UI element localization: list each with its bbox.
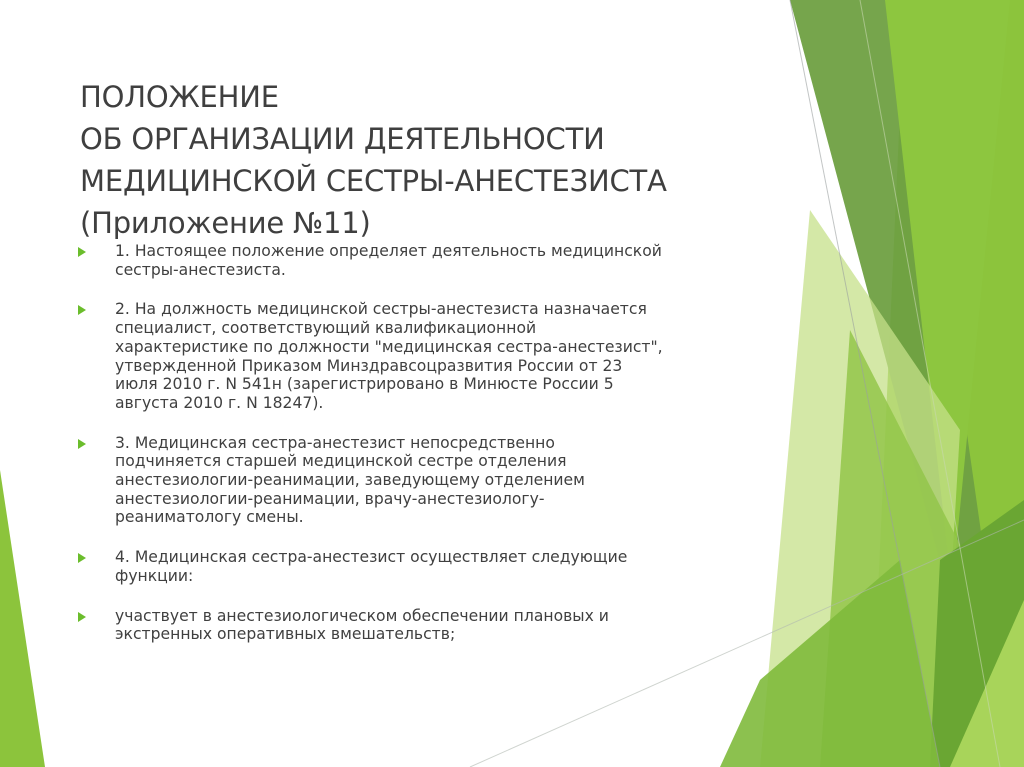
list-item — [78, 434, 778, 528]
title-line-3: МЕДИЦИНСКОЙ СЕСТРЫ-АНЕСТЕЗИСТА — [80, 164, 667, 198]
slide-title — [80, 76, 780, 244]
list-item-line: экстренных оперативных вмешательств; — [115, 625, 456, 644]
list-item-line: 2. На должность медицинской сестры-анестезиста назначается — [115, 300, 647, 319]
list-item-line: 4. Медицинская сестра-анестезист осуществляет следующие — [115, 548, 628, 567]
list-item — [78, 242, 778, 279]
list-item-line: 1. Настоящее положение определяет деятельность медицинской — [115, 242, 662, 260]
triangle-bullet-icon — [78, 553, 86, 563]
list-item — [78, 300, 778, 412]
list-item-line: анестезиологии-реанимации, врачу-анестезиологу- — [115, 489, 545, 508]
list-item-line: 3. Медицинская сестра-анестезист непосредственно — [115, 433, 555, 452]
list-item-line: функции: — [115, 566, 194, 585]
list-item-line: анестезиологии-реанимации, заведующему отделением — [115, 471, 585, 490]
list-item — [78, 548, 778, 585]
list-item-line: утвержденной Приказом Минздравсоцразвития России от 23 — [115, 356, 623, 375]
list-item — [78, 607, 778, 644]
list-item-line: июля 2010 г. N 541н (зарегистрировано в Минюсте России 5 — [115, 375, 614, 394]
triangle-bullet-icon — [78, 439, 86, 449]
title-line-2: ОБ ОРГАНИЗАЦИИ ДЕЯТЕЛЬНОСТИ — [80, 122, 605, 156]
bullet-list — [78, 242, 778, 665]
list-item-line: сестры-анестезиста. — [115, 260, 286, 279]
title-line-4: (Приложение №11) — [80, 206, 371, 240]
list-item-line: реаниматологу смены. — [115, 508, 304, 527]
title-line-1: ПОЛОЖЕНИЕ — [80, 80, 279, 114]
triangle-bullet-icon — [78, 612, 86, 622]
list-item-line: специалист, соответствующий квалификационной — [115, 319, 537, 338]
list-item-line: участвует в анестезиологическом обеспечении плановых и — [115, 606, 609, 625]
triangle-bullet-icon — [78, 305, 86, 315]
deco-left-triangle — [0, 470, 45, 767]
list-item-line: августа 2010 г. N 18247). — [115, 393, 324, 412]
list-item-line: подчиняется старшей медицинской сестре отделения — [115, 452, 567, 471]
list-item-line: характеристике по должности "медицинская сестра-анестезист", — [115, 337, 663, 356]
triangle-bullet-icon — [78, 247, 86, 257]
